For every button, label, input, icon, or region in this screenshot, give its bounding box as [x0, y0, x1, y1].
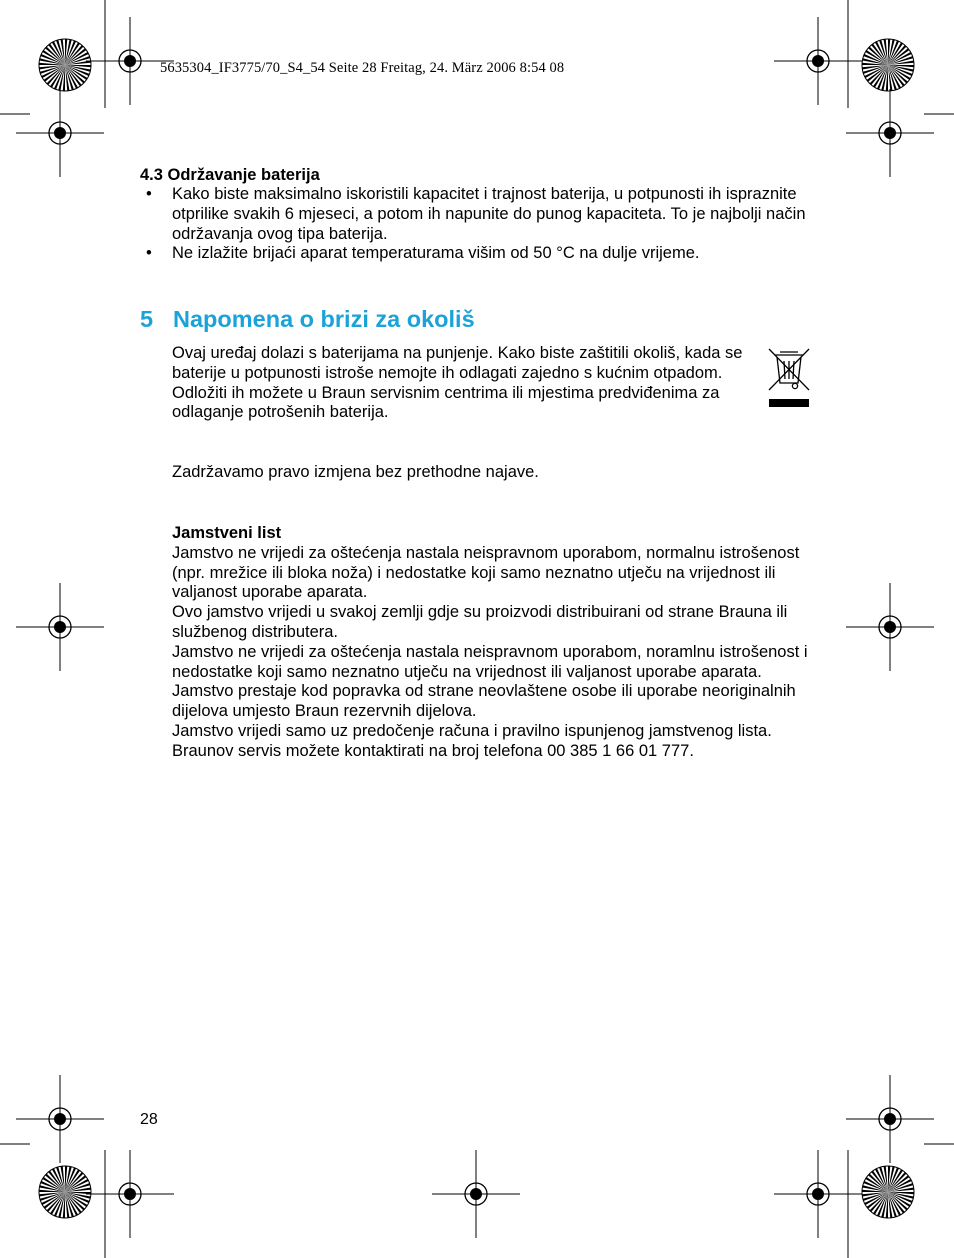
list-item-text: Ne izlažite brijaći aparat temperaturama višim od 50 °C na dulje vrijeme. [172, 244, 700, 263]
list-item-text: Kako biste maksimalno iskoristili kapacitet i trajnost baterija, u potpunosti ih ispraznite otprilike svakih 6 mjeseci, a potom ih napunite do punog kapaciteta. To je najbolji način održavanja ovog tipa baterija. [172, 185, 806, 243]
crossed-out-wheelie-bin-icon [766, 346, 812, 410]
section-title: Napomena o brizi za okoliš [173, 306, 475, 332]
registration-mark [846, 1075, 934, 1163]
registration-mark [16, 89, 104, 177]
star-target-icon [39, 1166, 91, 1218]
warranty-paragraph: Jamstvo ne vrijedi za oštećenja nastala neispravnom uporabom, noramlnu istrošenost i nedostatke koji samo neznatno utječu na vrijednost ili valjanost uporabe aparata. Jamstvo prestaje kod popravka od strane neovlaštene osobe ili uporabe neoriginalnih dijelova umjesto Braun rezervnih dijelova. [172, 642, 808, 721]
warranty-paragraph: Jamstvo vrijedi samo uz predočenje računa i pravilno ispunjenog jamstvenog lista. [172, 721, 772, 740]
section-5-heading [140, 306, 475, 333]
section-number: 5 [140, 306, 154, 332]
battery-care-list [140, 185, 820, 264]
list-item [140, 244, 820, 264]
registration-mark [16, 1075, 104, 1163]
registration-mark [846, 89, 934, 177]
star-target-icon [862, 39, 914, 91]
warranty-section [172, 524, 822, 762]
star-target-icon [39, 39, 91, 91]
star-target-icon [862, 1166, 914, 1218]
warranty-paragraph: Ovo jamstvo vrijedi u svakoj zemlji gdje su proizvodi distribuirani od strane Brauna ili službenog distributera. [172, 603, 788, 641]
warranty-title: Jamstveni list [172, 524, 282, 542]
section-4-3-title: 4.3 Održavanje baterija [140, 166, 320, 184]
bullet-icon: • [146, 244, 152, 263]
registration-mark [774, 17, 862, 105]
environment-paragraph: Ovaj uređaj dolazi s baterijama na punjenje. Kako biste zaštitili okoliš, kada se baterije u potpunosti istroše nemojte ih odlagati zajedno s kućnim otpadom. Odložiti ih možete u Braun servisnim centrima ili mjestima predviđenima za odlaganje potrošenih baterija. [172, 344, 743, 422]
registration-mark [774, 1150, 862, 1238]
page-number: 28 [140, 1111, 158, 1128]
bullet-icon: • [146, 185, 152, 203]
print-slug: 5635304_IF3775/70_S4_54 Seite 28 Freitag, 24. März 2006 8:54 08 [160, 60, 565, 76]
warranty-paragraph: Jamstvo ne vrijedi za oštećenja nastala neispravnom uporabom, normalnu istrošenost (npr. mrežice ili bloka noža) i nedostatke koji samo neznatno utječu na vrijednost ili valjanost uporabe aparata. [172, 543, 800, 602]
notice-text: Zadržavamo pravo izmjena bez prethodne najave. [172, 463, 539, 481]
list-item [140, 185, 820, 244]
registration-mark [16, 583, 104, 671]
registration-mark [846, 583, 934, 671]
warranty-paragraph: Braunov servis možete kontaktirati na broj telefona 00 385 1 66 01 777. [172, 741, 694, 760]
registration-mark [86, 1150, 174, 1238]
registration-mark [432, 1150, 520, 1238]
